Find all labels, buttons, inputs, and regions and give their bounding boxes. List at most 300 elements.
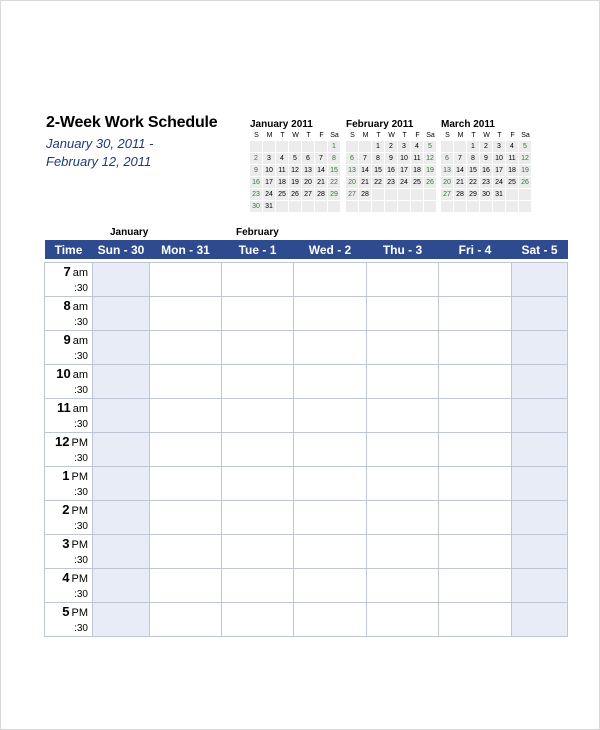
empty-day-cell xyxy=(519,189,532,201)
day-cell[interactable]: 15 xyxy=(328,165,341,177)
weekday-header: M xyxy=(362,132,369,139)
day-cell[interactable]: 23 xyxy=(480,177,493,189)
hour-label xyxy=(45,569,88,586)
hour-suffix: am xyxy=(72,335,88,347)
day-cell[interactable]: 17 xyxy=(493,165,506,177)
schedule-slot[interactable] xyxy=(93,569,150,603)
mini-calendar-february xyxy=(346,118,437,213)
day-cell[interactable]: 3 xyxy=(398,141,411,153)
schedule-slot[interactable] xyxy=(367,501,439,535)
empty-day-cell xyxy=(385,201,398,213)
hour-suffix: PM xyxy=(71,607,88,619)
day-cell[interactable]: 7 xyxy=(359,153,372,165)
day-cell[interactable]: 25 xyxy=(276,189,289,201)
half-hour-label: :30 xyxy=(74,521,88,532)
hour-label xyxy=(45,399,88,416)
day-cell[interactable]: 16 xyxy=(480,165,493,177)
empty-day-cell xyxy=(506,201,519,213)
day-cell[interactable]: 20 xyxy=(441,177,454,189)
hour-number: 3 xyxy=(62,536,70,551)
schedule-slot[interactable] xyxy=(150,399,222,433)
hour-suffix: am xyxy=(72,267,88,279)
schedule-slot[interactable] xyxy=(512,365,568,399)
day-cell[interactable]: 16 xyxy=(250,177,263,189)
half-hour-label: :30 xyxy=(74,555,88,566)
column-header-fri: Fri - 4 xyxy=(439,240,512,259)
schedule-slot[interactable] xyxy=(512,603,568,637)
day-cell[interactable]: 10 xyxy=(263,165,276,177)
empty-day-cell xyxy=(328,201,341,213)
empty-day-cell xyxy=(346,141,359,153)
schedule-slot[interactable] xyxy=(93,399,150,433)
schedule-row xyxy=(45,569,568,603)
schedule-slot[interactable] xyxy=(439,331,512,365)
schedule-row xyxy=(45,331,568,365)
day-cell[interactable]: 17 xyxy=(263,177,276,189)
day-cell[interactable]: 12 xyxy=(289,165,302,177)
schedule-slot[interactable] xyxy=(439,297,512,331)
day-cell[interactable]: 9 xyxy=(480,153,493,165)
day-cell[interactable]: 12 xyxy=(424,153,437,165)
weekday-header: S xyxy=(445,132,450,139)
hour-suffix: PM xyxy=(71,471,88,483)
day-cell[interactable]: 22 xyxy=(467,177,480,189)
schedule-slot[interactable] xyxy=(150,603,222,637)
day-cell[interactable]: 30 xyxy=(480,189,493,201)
schedule-slot[interactable] xyxy=(93,263,150,297)
schedule-slot[interactable] xyxy=(439,569,512,603)
time-cell xyxy=(45,433,93,467)
schedule-slot[interactable] xyxy=(367,399,439,433)
schedule-slot[interactable] xyxy=(367,467,439,501)
schedule-slot[interactable] xyxy=(93,331,150,365)
hour-suffix: am xyxy=(72,369,88,381)
empty-day-cell xyxy=(441,201,454,213)
day-cell[interactable]: 3 xyxy=(493,141,506,153)
time-cell xyxy=(45,399,93,433)
column-header-sun: Sun - 30 xyxy=(93,240,150,259)
date-range-start: January 30, 2011 - xyxy=(46,136,154,151)
schedule-slot[interactable] xyxy=(294,365,367,399)
empty-day-cell xyxy=(424,201,437,213)
empty-day-cell xyxy=(454,141,467,153)
day-cell[interactable]: 28 xyxy=(454,189,467,201)
day-cell[interactable]: 25 xyxy=(411,177,424,189)
column-header-thu: Thu - 3 xyxy=(367,240,439,259)
mini-calendar-grid xyxy=(250,131,341,213)
schedule-slot[interactable] xyxy=(294,297,367,331)
time-cell xyxy=(45,569,93,603)
day-cell[interactable]: 30 xyxy=(250,201,263,213)
empty-day-cell xyxy=(411,189,424,201)
hour-number: 9 xyxy=(63,332,71,347)
schedule-slot[interactable] xyxy=(512,399,568,433)
day-cell[interactable]: 20 xyxy=(346,177,359,189)
schedule-slot[interactable] xyxy=(512,569,568,603)
schedule-slot[interactable] xyxy=(512,467,568,501)
column-header-wed: Wed - 2 xyxy=(294,240,367,259)
day-cell[interactable]: 5 xyxy=(519,141,532,153)
schedule-slot[interactable] xyxy=(150,535,222,569)
weekday-header: T xyxy=(306,132,311,139)
schedule-slot[interactable] xyxy=(150,467,222,501)
schedule-slot[interactable] xyxy=(512,501,568,535)
empty-day-cell xyxy=(263,141,276,153)
schedule-slot[interactable] xyxy=(150,297,222,331)
empty-day-cell xyxy=(385,189,398,201)
schedule-slot[interactable] xyxy=(222,603,294,637)
hour-label xyxy=(45,331,88,348)
schedule-slot[interactable] xyxy=(222,297,294,331)
day-cell[interactable]: 22 xyxy=(328,177,341,189)
schedule-row xyxy=(45,467,568,501)
weekday-header: T xyxy=(402,132,407,139)
schedule-slot[interactable] xyxy=(93,603,150,637)
time-cell xyxy=(45,603,93,637)
day-cell[interactable]: 27 xyxy=(302,189,315,201)
schedule-slot[interactable] xyxy=(93,535,150,569)
schedule-slot[interactable] xyxy=(222,467,294,501)
schedule-header-row xyxy=(45,240,568,259)
schedule-slot[interactable] xyxy=(222,433,294,467)
day-cell[interactable]: 12 xyxy=(519,153,532,165)
schedule-slot[interactable] xyxy=(294,399,367,433)
schedule-row xyxy=(45,297,568,331)
schedule-row xyxy=(45,603,568,637)
day-cell[interactable]: 18 xyxy=(411,165,424,177)
day-cell[interactable]: 20 xyxy=(302,177,315,189)
time-cell xyxy=(45,331,93,365)
schedule-slot[interactable] xyxy=(294,331,367,365)
schedule-slot[interactable] xyxy=(294,501,367,535)
day-cell[interactable]: 10 xyxy=(493,153,506,165)
day-cell[interactable]: 6 xyxy=(346,153,359,165)
hour-suffix: am xyxy=(72,301,88,313)
empty-day-cell xyxy=(276,141,289,153)
weekday-header: T xyxy=(471,132,476,139)
day-cell[interactable]: 2 xyxy=(480,141,493,153)
schedule-slot[interactable] xyxy=(150,433,222,467)
half-hour-label: :30 xyxy=(74,283,88,294)
time-cell xyxy=(45,501,93,535)
hour-number: 2 xyxy=(62,502,70,517)
schedule-slot[interactable] xyxy=(93,297,150,331)
schedule-slot[interactable] xyxy=(150,501,222,535)
hour-number: 7 xyxy=(63,264,71,279)
empty-day-cell xyxy=(315,201,328,213)
schedule-slot[interactable] xyxy=(439,399,512,433)
hour-label xyxy=(45,263,88,280)
hour-suffix: PM xyxy=(71,539,88,551)
day-cell[interactable]: 26 xyxy=(424,177,437,189)
day-cell[interactable]: 29 xyxy=(328,189,341,201)
half-hour-label: :30 xyxy=(74,453,88,464)
schedule-slot[interactable] xyxy=(150,365,222,399)
column-header-tue: Tue - 1 xyxy=(222,240,294,259)
day-cell[interactable]: 24 xyxy=(398,177,411,189)
day-cell[interactable]: 23 xyxy=(250,189,263,201)
weekday-header: F xyxy=(415,132,420,139)
column-header-sat: Sat - 5 xyxy=(512,240,568,259)
mini-calendar-title: February 2011 xyxy=(346,119,414,130)
schedule-slot[interactable] xyxy=(439,467,512,501)
day-cell[interactable]: 8 xyxy=(328,153,341,165)
hour-number: 5 xyxy=(62,604,70,619)
day-cell[interactable]: 14 xyxy=(315,165,328,177)
weekday-header: F xyxy=(319,132,324,139)
day-cell[interactable]: 9 xyxy=(250,165,263,177)
schedule-slot[interactable] xyxy=(367,331,439,365)
empty-day-cell xyxy=(424,189,437,201)
schedule-body xyxy=(45,259,568,637)
hour-label xyxy=(45,467,88,484)
hour-number: 1 xyxy=(62,468,70,483)
schedule-slot[interactable] xyxy=(367,297,439,331)
day-cell[interactable]: 19 xyxy=(289,177,302,189)
day-cell[interactable]: 2 xyxy=(385,141,398,153)
schedule-slot[interactable] xyxy=(439,433,512,467)
hour-label xyxy=(45,603,88,620)
column-header-mon: Mon - 31 xyxy=(150,240,222,259)
schedule-slot[interactable] xyxy=(367,433,439,467)
schedule-slot[interactable] xyxy=(93,433,150,467)
schedule-row xyxy=(45,433,568,467)
schedule-table xyxy=(44,240,568,637)
weekday-header: Sa xyxy=(521,132,530,139)
schedule-slot[interactable] xyxy=(512,297,568,331)
empty-day-cell xyxy=(372,189,385,201)
schedule-slot[interactable] xyxy=(222,365,294,399)
schedule-slot[interactable] xyxy=(222,331,294,365)
hour-label xyxy=(45,535,88,552)
date-range-end: February 12, 2011 xyxy=(46,154,152,169)
half-hour-label: :30 xyxy=(74,487,88,498)
empty-day-cell xyxy=(359,201,372,213)
day-cell[interactable]: 19 xyxy=(424,165,437,177)
time-cell xyxy=(45,263,93,297)
hour-number: 4 xyxy=(62,570,70,585)
day-cell[interactable]: 13 xyxy=(302,165,315,177)
schedule-slot[interactable] xyxy=(222,569,294,603)
hour-label xyxy=(45,501,88,518)
schedule-slot[interactable] xyxy=(367,603,439,637)
day-cell[interactable]: 6 xyxy=(441,153,454,165)
day-cell[interactable]: 18 xyxy=(276,177,289,189)
month-label-january: January xyxy=(110,227,149,238)
day-cell[interactable]: 14 xyxy=(454,165,467,177)
day-cell[interactable]: 8 xyxy=(467,153,480,165)
empty-day-cell xyxy=(250,141,263,153)
schedule-slot[interactable] xyxy=(367,535,439,569)
day-cell[interactable]: 24 xyxy=(493,177,506,189)
mini-calendar-title: January 2011 xyxy=(250,119,313,130)
schedule-slot[interactable] xyxy=(439,603,512,637)
hour-suffix: PM xyxy=(71,573,88,585)
empty-day-cell xyxy=(441,141,454,153)
schedule-slot[interactable] xyxy=(294,603,367,637)
mini-calendar-title: March 2011 xyxy=(441,119,495,130)
mini-calendar-march xyxy=(441,118,532,213)
half-hour-label: :30 xyxy=(74,385,88,396)
schedule-row xyxy=(45,263,568,297)
day-cell[interactable]: 11 xyxy=(411,153,424,165)
weekday-header: Sa xyxy=(330,132,339,139)
schedule-slot[interactable] xyxy=(93,467,150,501)
weekday-header: W xyxy=(292,132,299,139)
schedule-slot[interactable] xyxy=(367,263,439,297)
weekday-header: S xyxy=(350,132,355,139)
day-cell[interactable]: 29 xyxy=(467,189,480,201)
half-hour-label: :30 xyxy=(74,351,88,362)
half-hour-label: :30 xyxy=(74,317,88,328)
day-cell[interactable]: 14 xyxy=(359,165,372,177)
time-cell xyxy=(45,297,93,331)
empty-day-cell xyxy=(506,189,519,201)
weekday-header: F xyxy=(510,132,515,139)
schedule-slot[interactable] xyxy=(367,569,439,603)
day-cell[interactable]: 24 xyxy=(263,189,276,201)
schedule-slot[interactable] xyxy=(150,263,222,297)
hour-label xyxy=(45,433,88,450)
empty-day-cell xyxy=(519,201,532,213)
schedule-slot[interactable] xyxy=(439,365,512,399)
empty-day-cell xyxy=(289,201,302,213)
empty-day-cell xyxy=(398,201,411,213)
half-hour-label: :30 xyxy=(74,419,88,430)
empty-day-cell xyxy=(454,201,467,213)
schedule-slot[interactable] xyxy=(93,501,150,535)
schedule-slot[interactable] xyxy=(222,501,294,535)
schedule-row xyxy=(45,501,568,535)
day-cell[interactable]: 18 xyxy=(506,165,519,177)
day-cell[interactable]: 26 xyxy=(519,177,532,189)
schedule-slot[interactable] xyxy=(150,331,222,365)
day-cell[interactable]: 15 xyxy=(372,165,385,177)
day-cell[interactable]: 7 xyxy=(315,153,328,165)
day-cell[interactable]: 21 xyxy=(359,177,372,189)
hour-suffix: am xyxy=(72,403,88,415)
page-title: 2-Week Work Schedule xyxy=(46,114,218,131)
day-cell[interactable]: 21 xyxy=(315,177,328,189)
empty-day-cell xyxy=(411,201,424,213)
schedule-row xyxy=(45,535,568,569)
weekday-header: S xyxy=(254,132,259,139)
day-cell[interactable]: 31 xyxy=(263,201,276,213)
schedule-slot[interactable] xyxy=(294,535,367,569)
schedule-slot[interactable] xyxy=(150,569,222,603)
schedule-slot[interactable] xyxy=(222,263,294,297)
schedule-slot[interactable] xyxy=(222,399,294,433)
day-cell[interactable]: 3 xyxy=(263,153,276,165)
hour-suffix: PM xyxy=(71,505,88,517)
hour-suffix: PM xyxy=(71,437,88,449)
day-cell[interactable]: 26 xyxy=(289,189,302,201)
day-cell[interactable]: 22 xyxy=(372,177,385,189)
schedule-slot[interactable] xyxy=(512,433,568,467)
day-cell[interactable]: 4 xyxy=(276,153,289,165)
day-cell[interactable]: 1 xyxy=(467,141,480,153)
hour-number: 8 xyxy=(63,298,71,313)
empty-day-cell xyxy=(359,141,372,153)
schedule-slot[interactable] xyxy=(512,535,568,569)
half-hour-label: :30 xyxy=(74,589,88,600)
day-cell[interactable]: 5 xyxy=(289,153,302,165)
day-cell[interactable]: 5 xyxy=(424,141,437,153)
time-cell xyxy=(45,365,93,399)
day-cell[interactable]: 4 xyxy=(506,141,519,153)
day-cell[interactable]: 13 xyxy=(346,165,359,177)
day-cell[interactable]: 13 xyxy=(441,165,454,177)
schedule-slot[interactable] xyxy=(512,263,568,297)
day-cell[interactable]: 11 xyxy=(506,153,519,165)
day-cell[interactable]: 10 xyxy=(398,153,411,165)
schedule-slot[interactable] xyxy=(294,433,367,467)
day-cell[interactable]: 4 xyxy=(411,141,424,153)
day-cell[interactable]: 15 xyxy=(467,165,480,177)
hour-number: 11 xyxy=(56,400,71,415)
schedule-slot[interactable] xyxy=(439,535,512,569)
day-cell[interactable]: 28 xyxy=(315,189,328,201)
day-cell[interactable]: 2 xyxy=(250,153,263,165)
schedule-slot[interactable] xyxy=(439,263,512,297)
day-cell[interactable]: 27 xyxy=(346,189,359,201)
empty-day-cell xyxy=(289,141,302,153)
day-cell[interactable]: 28 xyxy=(359,189,372,201)
schedule-slot[interactable] xyxy=(512,331,568,365)
weekday-header: T xyxy=(497,132,502,139)
empty-day-cell xyxy=(302,201,315,213)
empty-day-cell xyxy=(493,201,506,213)
day-cell[interactable]: 27 xyxy=(441,189,454,201)
mini-calendar-january xyxy=(250,118,341,213)
schedule-slot[interactable] xyxy=(294,467,367,501)
schedule-slot[interactable] xyxy=(222,535,294,569)
schedule-slot[interactable] xyxy=(439,501,512,535)
day-cell[interactable]: 23 xyxy=(385,177,398,189)
schedule-slot[interactable] xyxy=(93,365,150,399)
day-cell[interactable]: 16 xyxy=(385,165,398,177)
day-cell[interactable]: 1 xyxy=(372,141,385,153)
weekday-header: W xyxy=(388,132,395,139)
mini-calendar-grid xyxy=(441,131,532,213)
schedule-slot[interactable] xyxy=(367,365,439,399)
day-cell[interactable]: 19 xyxy=(519,165,532,177)
weekday-header: M xyxy=(457,132,464,139)
day-cell[interactable]: 31 xyxy=(493,189,506,201)
day-cell[interactable]: 9 xyxy=(385,153,398,165)
day-cell[interactable]: 1 xyxy=(328,141,341,153)
day-cell[interactable]: 7 xyxy=(454,153,467,165)
empty-day-cell xyxy=(276,201,289,213)
schedule-slot[interactable] xyxy=(294,263,367,297)
day-cell[interactable]: 8 xyxy=(372,153,385,165)
day-cell[interactable]: 21 xyxy=(454,177,467,189)
weekday-header: M xyxy=(266,132,273,139)
schedule-slot[interactable] xyxy=(294,569,367,603)
day-cell[interactable]: 17 xyxy=(398,165,411,177)
time-cell xyxy=(45,535,93,569)
day-cell[interactable]: 25 xyxy=(506,177,519,189)
hour-label xyxy=(45,297,88,314)
empty-day-cell xyxy=(302,141,315,153)
hour-label xyxy=(45,365,88,382)
day-cell[interactable]: 6 xyxy=(302,153,315,165)
day-cell[interactable]: 11 xyxy=(276,165,289,177)
column-header-time: Time xyxy=(45,240,93,259)
weekday-header: T xyxy=(280,132,285,139)
empty-day-cell xyxy=(480,201,493,213)
weekday-header: Sa xyxy=(426,132,435,139)
